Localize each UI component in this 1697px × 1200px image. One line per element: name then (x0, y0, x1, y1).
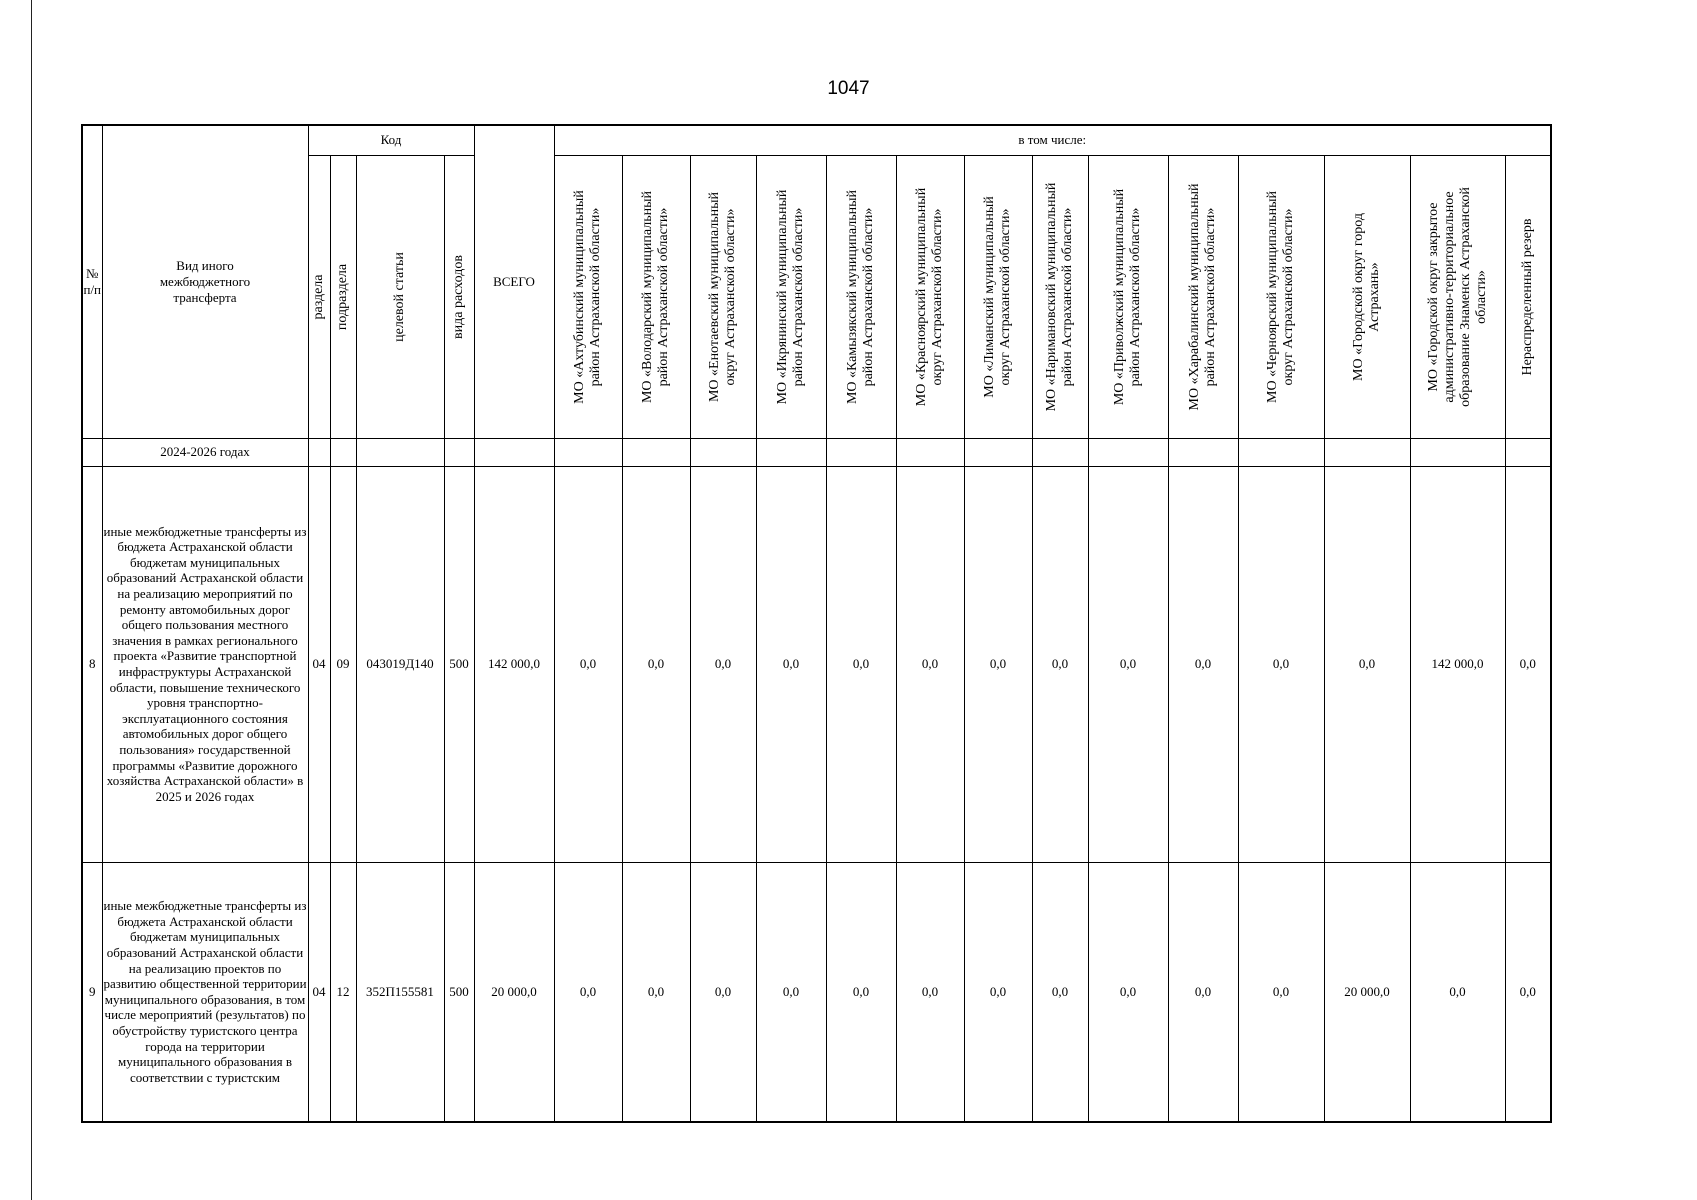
header-mo-kamyzyaksky: МО «Камызякский муниципальный район Астраханской области» (826, 155, 896, 438)
row-value: 0,0 (826, 862, 896, 1122)
header-kod-celevaya: целевой статьи (356, 155, 444, 438)
header-mo-astrakhan: МО «Городской округ город Астрахань» (1324, 155, 1410, 438)
row-value: 0,0 (622, 862, 690, 1122)
row-value: 142 000,0 (1410, 466, 1505, 862)
header-row-top (82, 125, 1551, 155)
row-vid: 500 (444, 862, 474, 1122)
continuation-text: 2024-2026 годах (102, 438, 308, 466)
header-mo-limansky: МО «Лиманский муниципальный округ Астраханской области» (964, 155, 1032, 438)
header-mo-krasnoyarsky: МО «Красноярский муниципальный округ Астраханской области» (896, 155, 964, 438)
binding-margin-line (31, 0, 32, 1200)
row-value: 0,0 (1410, 862, 1505, 1122)
row-value: 20 000,0 (1324, 862, 1410, 1122)
header-kod-podrazdel: подраздела (330, 155, 356, 438)
header-kod-razdel: раздела (308, 155, 330, 438)
header-mo-volodarsky: МО «Володарский муниципальный район Астраханской области» (622, 155, 690, 438)
row-value: 0,0 (554, 862, 622, 1122)
header-mo-akhtubinsky: МО «Ахтубинский муниципальный район Астраханской области» (554, 155, 622, 438)
row-vid: 500 (444, 466, 474, 862)
row-value: 0,0 (896, 862, 964, 1122)
row-value: 0,0 (1032, 862, 1088, 1122)
row-value: 0,0 (1168, 862, 1238, 1122)
row-value: 0,0 (756, 466, 826, 862)
row-value: 0,0 (1238, 466, 1324, 862)
header-mo-privolzhsky: МО «Приволжский муниципальный район Астраханской области» (1088, 155, 1168, 438)
row-value: 0,0 (1088, 862, 1168, 1122)
interbudget-transfers-table (81, 124, 1552, 1123)
continuation-row (82, 438, 1551, 466)
header-mo-kharabalinsky: МО «Харабалинский муниципальный район Астраханской области» (1168, 155, 1238, 438)
header-kod-vid: вида расходов (444, 155, 474, 438)
row-value: 0,0 (1088, 466, 1168, 862)
row-celevaya: 043019Д140 (356, 466, 444, 862)
row-razdel: 04 (308, 862, 330, 1122)
header-mo-chernoyarsky: МО «Черноярский муниципальный округ Астраханской области» (1238, 155, 1324, 438)
header-mo-ikryaninsky: МО «Икрянинский муниципальный район Астраханской области» (756, 155, 826, 438)
header-mo-enotaevsky: МО «Енотаевский муниципальный округ Астраханской области» (690, 155, 756, 438)
row-value: 0,0 (554, 466, 622, 862)
header-including: в том числе: (554, 125, 1551, 155)
header-transfer-type: Вид иного межбюджетного трансферта (102, 125, 308, 438)
header-mo-znamensk: МО «Городской округ закрытое административно-территориальное образование Знаменск Астраханской области» (1410, 155, 1505, 438)
row-podrazdel: 12 (330, 862, 356, 1122)
row-value: 0,0 (1238, 862, 1324, 1122)
header-mo-narimanovsky: МО «Наримановский муниципальный район Астраханской области» (1032, 155, 1088, 438)
row-razdel: 04 (308, 466, 330, 862)
row-value: 0,0 (964, 862, 1032, 1122)
row-celevaya: 352П155581 (356, 862, 444, 1122)
row-value: 0,0 (690, 466, 756, 862)
header-total: ВСЕГО (474, 125, 554, 438)
row-value: 0,0 (896, 466, 964, 862)
row-podrazdel: 09 (330, 466, 356, 862)
row-value: 0,0 (1505, 862, 1551, 1122)
header-unallocated-reserve: Нераспределенный резерв (1505, 155, 1551, 438)
page-number: 1047 (827, 78, 870, 99)
row-value: 0,0 (1168, 466, 1238, 862)
row-description: иные межбюджетные трансферты из бюджета Астраханской области бюджетам муниципальных образований Астраханской области на реализацию мероприятий по ремонту автомобильных дорог общего пользования местного значения в рамках регионального проекта «Развитие транспортной инфраструктуры Астраханской области, повышение технического уровня транспортно-эксплуатационного состояния автомобильных дорог общего пользования» государственной программы «Развитие дорожного хозяйства Астраханской области» в 2025 и 2026 годах (102, 466, 308, 862)
header-kod: Код (308, 125, 474, 155)
row-value: 0,0 (756, 862, 826, 1122)
row-value: 0,0 (964, 466, 1032, 862)
row-number: 8 (82, 466, 102, 862)
row-total: 142 000,0 (474, 466, 554, 862)
row-value: 0,0 (622, 466, 690, 862)
table-row (82, 466, 1551, 862)
row-value: 0,0 (1324, 466, 1410, 862)
header-np: № п/п (82, 125, 102, 438)
row-value: 0,0 (690, 862, 756, 1122)
row-description: иные межбюджетные трансферты из бюджета Астраханской области бюджетам муниципальных образований Астраханской области на реализацию проектов по развитию общественной территории муниципального образования, в том числе мероприятий (результатов) по обустройству туристского центра города на территории муниципального образования в соответствии с туристским (102, 862, 308, 1122)
table-row (82, 862, 1551, 1122)
row-value: 0,0 (826, 466, 896, 862)
row-value: 0,0 (1032, 466, 1088, 862)
row-total: 20 000,0 (474, 862, 554, 1122)
row-value: 0,0 (1505, 466, 1551, 862)
row-number: 9 (82, 862, 102, 1122)
